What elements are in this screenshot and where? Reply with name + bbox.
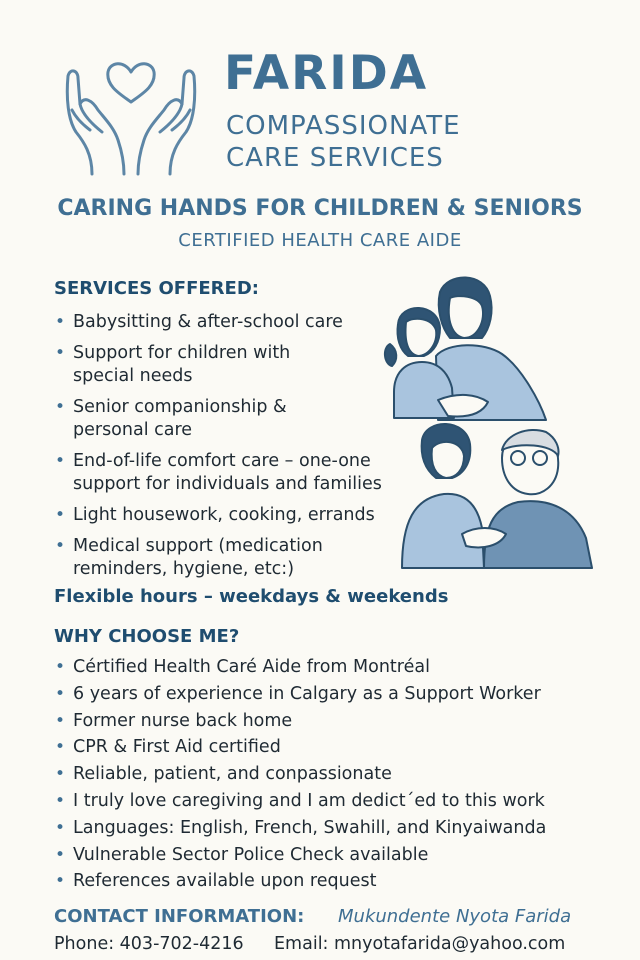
brand-subtitle-line1: COMPASSIONATE — [226, 111, 461, 141]
hands-heart-icon — [62, 58, 200, 176]
why-title: WHY CHOOSE ME? — [54, 626, 240, 647]
flexible-hours-text: Flexible hours – weekdays & weekends — [54, 586, 449, 607]
list-item: • Cértified Health Caré Aide from Montréal — [54, 656, 614, 679]
list-item: • Light housework, cooking, errands — [54, 504, 394, 527]
list-item: • End-of-life comfort care – one-one support for individuals and families — [54, 450, 394, 496]
brand-name: FARIDA — [224, 46, 429, 101]
main-tagline: CARING HANDS FOR CHILDREN & SENIORS — [57, 196, 583, 221]
contact-name: Mukundente Nyota Farida — [338, 906, 572, 927]
contact-title: CONTACT INFORMATION: — [54, 906, 305, 927]
list-item: • Support for children with special needs — [54, 342, 313, 388]
list-item: • Babysitting & after-school care — [54, 311, 394, 334]
list-item: • Medical support (medication reminders, hygiene, etc:) — [54, 535, 353, 581]
list-item: • Languages: English, French, Swahill, and Kinyaiwanda — [54, 817, 614, 840]
brand-subtitle-line2: CARE SERVICES — [226, 143, 444, 173]
sub-tagline: CERTIFIED HEALTH CARE AIDE — [178, 230, 462, 251]
list-item: • References available upon request — [54, 870, 614, 893]
why-list — [54, 656, 614, 897]
list-item: • CPR & First Aid certified — [54, 736, 614, 759]
services-list — [54, 311, 394, 589]
contact-email[interactable]: Email: mnyotafarida@yahoo.com — [274, 934, 566, 954]
list-item: • Vulnerable Sector Police Check available — [54, 844, 614, 867]
list-item: • Reliable, patient, and conpassionate — [54, 763, 614, 786]
list-item: • 6 years of experience in Calgary as a Support Worker — [54, 683, 614, 706]
list-item: • Former nurse back home — [54, 710, 614, 733]
list-item: • I truly love caregiving and I am dedict´ed to this work — [54, 790, 614, 813]
services-title: SERVICES OFFERED: — [54, 278, 259, 299]
contact-phone[interactable]: Phone: 403-702-4216 — [54, 934, 244, 954]
caregivers-illustration — [378, 272, 610, 582]
list-item: • Senior companionship & personal care — [54, 396, 293, 442]
